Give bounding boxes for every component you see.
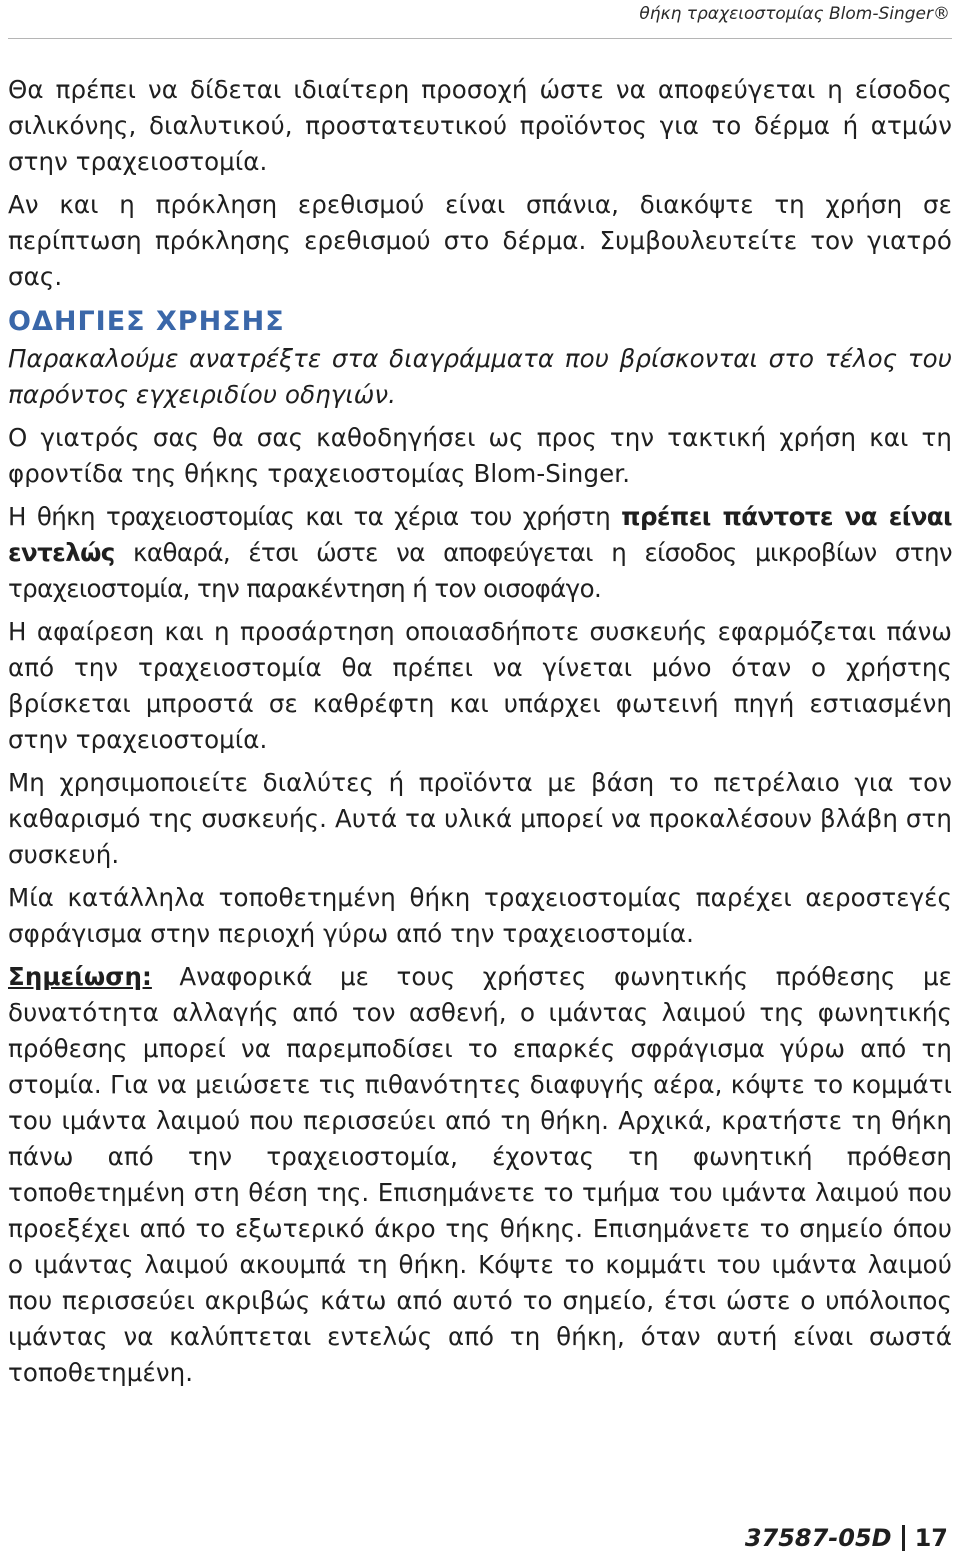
note-label: Σημείωση: [8,962,152,991]
paragraph-hygiene [8,499,952,607]
paragraph-mirror-instruction: Η αφαίρεση και η προσάρτηση οποιασδήποτε συσκευής εφαρμόζεται πάνω από την τραχειοστομία θα πρέπει να γίνεται μόνο όταν ο χρήστης βρίσκεται μπροστά σε καθρέφτη και υπάρχει φωτεινή πηγή εστιασμένη στην τραχειοστομία. [8,617,952,754]
paragraph-silicone-caution: Θα πρέπει να δίδεται ιδιαίτερη προσοχή ώστε να αποφεύγεται η είσοδος σιλικόνης, διαλυτικού, προστατευτικού προϊόντος για το δέρμα ή ατμών στην τραχειοστομία. [8,75,952,176]
page-footer [745,1524,948,1552]
page-number: 17 [914,1524,948,1552]
hygiene-emphasis: πρέπει πάντοτε να είναι εντελώς [8,502,952,567]
footer-separator [902,1525,905,1551]
paragraph-doctor-guidance: Ο γιατρός σας θα σας καθοδηγήσει ως προς την τακτική χρήση και τη φροντίδα της θήκης τραχειοστομίας Blom-Singer. [8,423,952,488]
page-body [8,72,952,1398]
section-title-instructions: ΟΔΗΓΙΕΣ ΧΡΗΣΗΣ [8,306,285,337]
hygiene-text-start: Η θήκη τραχειοστομίας και τα χέρια του χρήστη [8,502,622,531]
paragraph-irritation-warning: Αν και η πρόκληση ερεθισμού είναι σπάνια, διακόψτε τη χρήση σε περίπτωση πρόκλησης ερεθισμού στο δέρμα. Συμβουλευτείτε τον γιατρό σας. [8,190,952,291]
paragraph-note [8,959,952,1391]
running-header: θήκη τραχειοστομίας Blom-Singer® [639,4,950,24]
header-divider [8,38,952,39]
document-code: 37587-05D [744,1524,892,1552]
paragraph-solvent-warning: Μη χρησιμοποιείτε διαλύτες ή προϊόντα με βάση το πετρέλαιο για τον καθαρισμό της συσκευής. Αυτά τα υλικά μπορεί να προκαλέσουν βλάβη στη συσκευή. [8,768,952,869]
hygiene-text-end: καθαρά, έτσι ώστε να αποφεύγεται η είσοδος μικροβίων στην τραχειοστομία, την παρακέντηση ή τον οισοφάγο. [8,538,952,603]
paragraph-refer-diagrams: Παρακαλούμε ανατρέξτε στα διαγράμματα που βρίσκονται στο τέλος του παρόντος εγχειριδίου οδηγιών. [8,344,952,409]
note-text: Αναφορικά με τους χρήστες φωνητικής πρόθεσης με δυνατότητα αλλαγής από τον ασθενή, ο ιμάντας λαιμού της φωνητικής πρόθεσης μπορεί να παρεμποδίσει το επαρκές σφράγισμα γύρω από τη στομία. Για να μειώσετε τις πιθανότητες διαφυγής αέρα, κόψτε το κομμάτι του ιμάντα λαιμού που περισσεύει από τη θήκη. Αρχικά, κρατήστε τη θήκη πάνω από την τραχειοστομία, έχοντας τη φωνητική πρόθεση τοποθετημένη στη θέση της. Επισημάνετε το τμήμα του ιμάντα λαιμού που προεξέχει από το εξωτερικό άκρο της θήκης. Επισημάνετε το σημείο όπου ο ιμάντας λαιμού ακουμπά τη θήκη. Κόψτε το κομμάτι του ιμάντα λαιμού που περισσεύει ακριβώς κάτω από αυτό το σημείο, έτσι ώστε ο υπόλοιπος ιμάντας να καλύπτεται εντελώς από τη θήκη, όταν αυτή είναι σωστά τοποθετημένη. [8,962,952,1387]
paragraph-airtight-seal: Μία κατάλληλα τοποθετημένη θήκη τραχειοστομίας παρέχει αεροστεγές σφράγισμα στην περιοχή γύρω από την τραχειοστομία. [8,883,952,948]
